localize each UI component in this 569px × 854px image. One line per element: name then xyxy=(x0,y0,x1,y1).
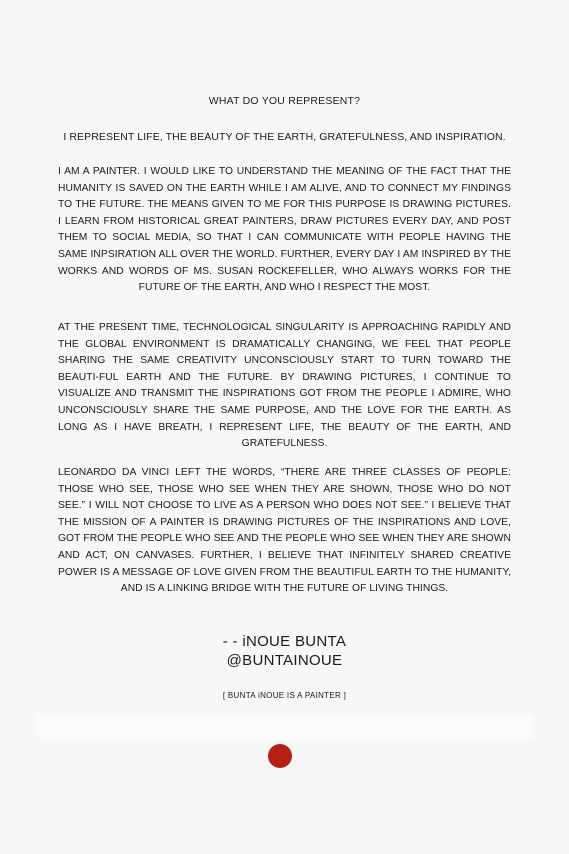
intro-statement: I REPRESENT LIFE, THE BEAUTY OF THE EARTH, GRATEFULNESS, AND INSPIRATION. xyxy=(63,131,506,143)
caption: [ BUNTA iNOUE IS A PAINTER ] xyxy=(222,691,347,700)
signature-handle: @BUNTAINOUE xyxy=(226,652,343,669)
red-dot-icon xyxy=(268,744,292,768)
page-title: WHAT DO YOU REPRESENT? xyxy=(208,95,361,107)
paragraph-present-time: AT THE PRESENT TIME, TECHNOLOGICAL SINGULARITY IS APPROACHING RAPIDLY AND THE GLOBAL ENVIRONMENT IS DRAMATICALLY CHANGING, WE FEEL THAT PEOPLE SHARING THE SAME CREATIVITY UNCONSCIOUSLY START TO TURN TOWARD THE BEAUTI-FUL EARTH AND THE FUTURE. BY DRAWING PICTURES, I CONTINUE TO VISUALIZE AND TRANSMIT THE INSPIRATIONS GOT FROM THE PEOPLE I ADMIRE, WHO UNCONSCIOUSLY SHARE THE SAME PURPOSE, AND THE LOVE FOR THE EARTH. AS LONG AS I HAVE BREATH, I REPRESENT LIFE, THE BEAUTY OF THE EARTH, AND GRATEFULNESS. xyxy=(58,322,511,450)
divider-band xyxy=(36,715,533,739)
paragraph-painter: I AM A PAINTER. I WOULD LIKE TO UNDERSTAND THE MEANING OF THE FACT THAT THE HUMANITY IS SAVED ON THE EARTH WHILE I AM ALIVE, AND TO CONNECT MY FINDINGS TO THE FUTURE. THE MEANS GIVEN TO ME FOR THIS PURPOSE IS DRAWING PICTURES. I LEARN FROM HISTORICAL GREAT PAINTERS, DRAW PICTURES EVERY DAY, AND POST THEM TO SOCIAL MEDIA, SO THAT I CAN COMMUNICATE WITH PEOPLE HAVING THE SAME INPSIRATION ALL OVER THE WORLD. FURTHER, EVERY DAY I AM INSPIRED BY THE WORKS AND WORDS OF MS. SUSAN ROCKEFELLER, WHO ALWAYS WORKS FOR THE FUTURE OF THE EARTH, AND WHO I RESPECT THE MOST. xyxy=(58,166,511,294)
signature-name: - - iNOUE BUNTA xyxy=(222,633,347,650)
paragraph-da-vinci: LEONARDO DA VINCI LEFT THE WORDS, “THERE ARE THREE CLASSES OF PEOPLE: THOSE WHO SEE, THOSE WHO SEE WHEN THEY ARE SHOWN, THOSE WHO DO NOT SEE.” I WILL NOT CHOOSE TO LIVE AS A PERSON WHO DOES NOT SEE.” I BELIEVE THAT THE MISSION OF A PAINTER IS DRAWING PICTURES OF THE INSPIRATIONS AND LOVE, GOT FROM THE PEOPLE WHO SEE AND THE PEOPLE WHO SEE WHEN THEY ARE SHOWN AND ACT, ON CANVASES. FURTHER, I BELIEVE THAT INFINITELY SHARED CREATIVE POWER IS A MESSAGE OF LOVE GIVEN FROM THE BEAUTIFUL EARTH TO THE HUMANITY, AND IS A LINKING BRIDGE WITH THE FUTURE OF LIVING THINGS. xyxy=(58,467,511,595)
